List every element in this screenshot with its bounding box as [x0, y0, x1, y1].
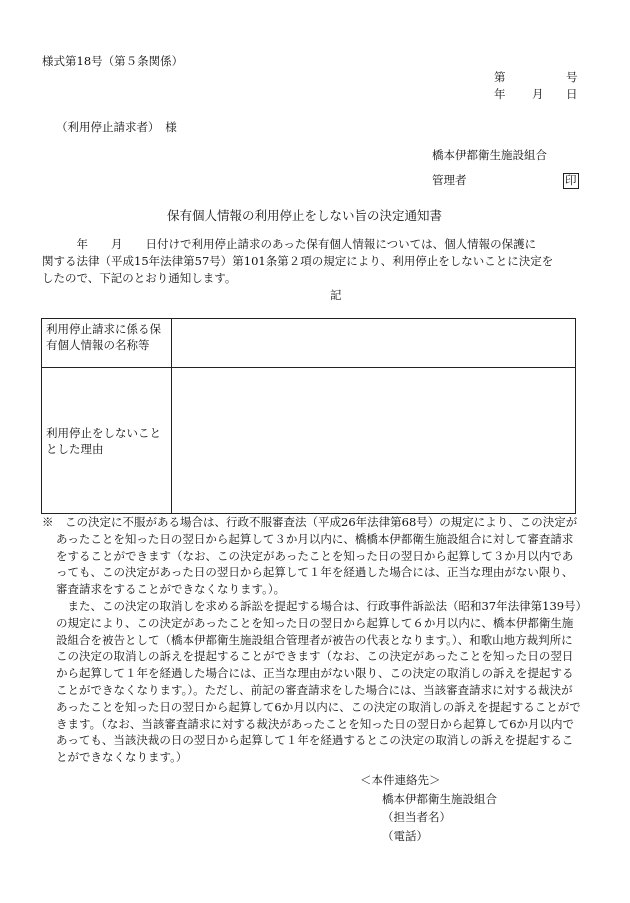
seal-box — [563, 173, 579, 189]
notes-section — [42, 514, 582, 766]
body-line-1: 年 月 日付けで利用停止請求のあった保有個人情報については、個人情報の保護に — [42, 237, 537, 251]
recipient: （利用停止請求者） 様 — [56, 120, 177, 134]
administrator-label: 管理者 — [432, 173, 467, 187]
note-paragraph-2: また、この決定の取消しを求める訴訟を提起する場合は、行政事件訴訟法（昭和37年法律第139号）の規定により、この決定があったことを知った日の翌日から起算して６か月以内に、橋本伊都衛生施設組合を被告として（橋本伊都衛生施設組合管理者が被告の代表となります。）、和歌山地方裁判所にこの決定の取消しの訴えを提起することができます（なお、この決定があったことを知った日の翌日から起算して１年を経過した場合には、正当な理由がない限り、この決定の取消しの訴えを提起することができなくなります。）。ただし、前記の審査請求をした場合には、当該審査請求に対する裁決があったことを知った日の翌日から起算して6か月以内に、この決定の取消しの訴えを提起することができます。（なお、当該審査請求に対する裁決があったことを知った日の翌日から起算して6か月以内であっても、当該決裁の日の翌日から起算して１年を経過するとこの決定の取消しの訴えを提起することができなくなります。） — [56, 598, 582, 765]
table-row-info-name — [42, 319, 576, 368]
date-year: 年 — [494, 87, 506, 101]
reason-value — [172, 368, 576, 514]
doc-no-suffix: 号 — [566, 70, 578, 84]
contact-organization: 橋本伊都衛生施設組合 — [382, 791, 497, 806]
date-day: 日 — [566, 87, 578, 101]
info-name-label: 利用停止請求に係る保有個人情報の名称等 — [42, 319, 172, 368]
seal-mark: 印 — [565, 173, 577, 187]
date-month: 月 — [532, 87, 544, 101]
ki-marker: 記 — [330, 288, 342, 302]
contact-heading: ＜本件連絡先＞ — [360, 773, 441, 787]
body-line-2: 関する法律（平成15年法律第57号）第101条第２項の規定により、利用停止をしないことに決定を — [42, 254, 554, 268]
note-paragraph-1: ※ この決定に不服がある場合は、行政不服審査法（平成26年法律第68号）の規定により、この決定があったことを知った日の翌日から起算して３か月以内に、橋橋本伊都衛生施設組合に対して審査請求をすることができます（なお、この決定があったことを知った日の翌日から起算して３か月以内であっても、この決定があった日の翌日から起算して１年を経過した場合には、正当な理由がない限り、審査請求をすることができなくなります。）。 — [42, 515, 578, 597]
info-table — [41, 318, 576, 514]
doc-no-prefix: 第 — [494, 70, 506, 84]
contact-block — [360, 771, 497, 845]
body-line-3: したので、下記のとおり通知します。 — [42, 271, 237, 285]
organization-name: 橋本伊都衛生施設組合 — [432, 148, 547, 162]
info-name-value — [172, 319, 576, 368]
table-row-reason — [42, 368, 576, 514]
document-title: 保有個人情報の利用停止をしない旨の決定通知書 — [167, 208, 443, 223]
contact-person: （担当者名） — [382, 810, 451, 824]
reason-label: 利用停止をしないこととした理由 — [42, 368, 172, 514]
form-number: 様式第18号（第５条関係） — [42, 54, 184, 68]
contact-phone: （電話） — [382, 828, 428, 843]
